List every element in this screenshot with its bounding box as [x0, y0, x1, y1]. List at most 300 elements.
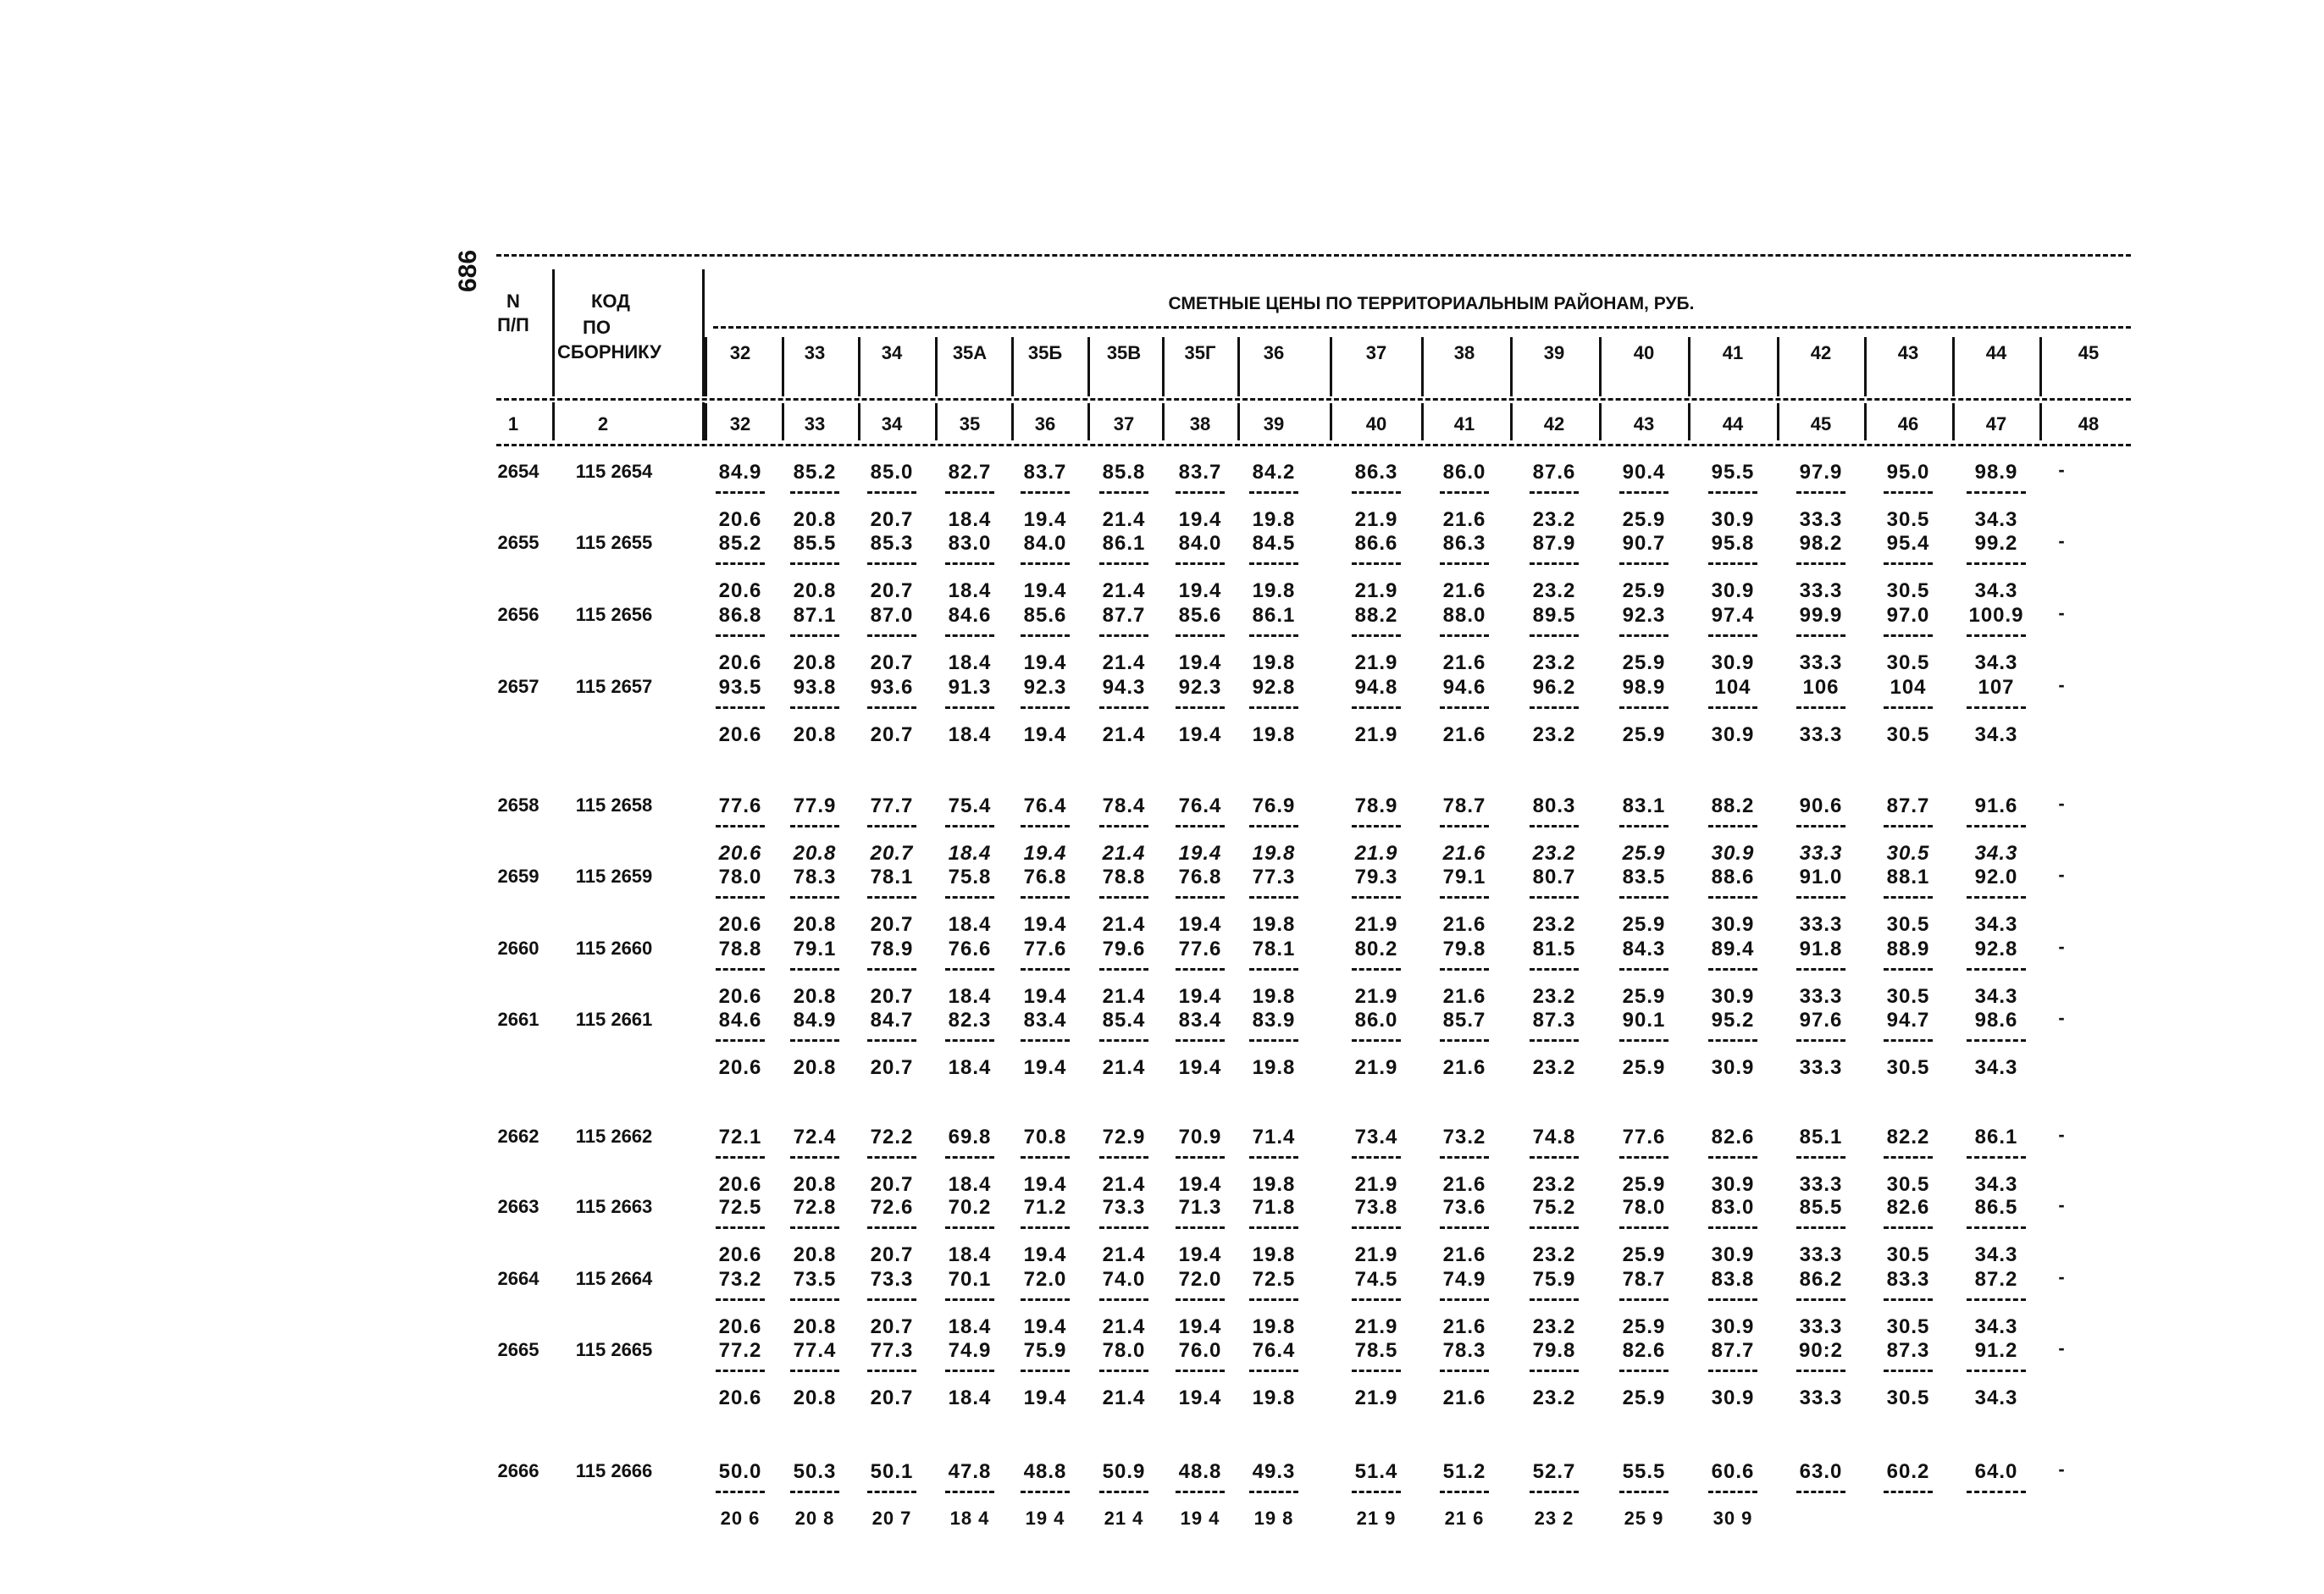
price-value: 77.6 [1178, 938, 1222, 960]
fraction-bar [1619, 896, 1668, 899]
price-value: 84.0 [1023, 532, 1067, 555]
wage-value: 20.8 [793, 1173, 837, 1196]
header-separator [1688, 403, 1690, 440]
price-value: 93.6 [870, 676, 914, 699]
wage-value: 33.3 [1799, 723, 1843, 746]
header-separator [1952, 403, 1955, 440]
price-value: 76.8 [1023, 866, 1067, 888]
fraction-bar [1352, 1298, 1401, 1301]
header-colnum: 39 [1263, 413, 1285, 434]
price-value: 80.7 [1532, 866, 1576, 888]
wage-value: 19.4 [1178, 508, 1222, 531]
fraction-bar [1249, 1156, 1298, 1159]
fraction-bar [1440, 1226, 1489, 1229]
price-value: 86.0 [1354, 1009, 1398, 1032]
row-number: 2661 [497, 1009, 540, 1030]
fraction-bar [1021, 706, 1070, 709]
price-value: 78.0 [1102, 1339, 1146, 1362]
price-value: 92.3 [1023, 676, 1067, 699]
fraction-bar [1530, 1156, 1579, 1159]
header-separator [552, 402, 555, 440]
fraction-bar [716, 1226, 765, 1229]
price-value: 94.7 [1886, 1009, 1930, 1032]
price-value: 72.1 [718, 1126, 762, 1148]
wage-value: 34.3 [1974, 842, 2018, 865]
wage-value: 30.9 [1711, 842, 1755, 865]
fraction-bar [790, 1156, 839, 1159]
header-separator [1237, 403, 1240, 440]
fraction-bar [1440, 634, 1489, 637]
fraction-bar [1352, 968, 1401, 971]
fraction-bar [790, 1226, 839, 1229]
header-colnum: 48 [2078, 413, 2100, 434]
price-value: 78.9 [870, 938, 914, 960]
price-value: 73.3 [1102, 1196, 1146, 1219]
price-value: 50.1 [870, 1460, 914, 1483]
price-value: 78.3 [1442, 1339, 1486, 1362]
wage-value: 20.8 [793, 1315, 837, 1338]
fraction-bar [790, 706, 839, 709]
price-value: 100.9 [1968, 604, 2024, 627]
empty-cell-dash: - [2058, 793, 2065, 814]
header-colnum: 1 [507, 413, 519, 434]
price-value: 87.0 [870, 604, 914, 627]
header-colnum: 47 [1985, 413, 2007, 434]
fraction-bar [1249, 1298, 1298, 1301]
fraction-bar [1440, 968, 1489, 971]
header-separator [2039, 337, 2042, 396]
price-value: 83.8 [1711, 1268, 1755, 1291]
wage-value: 21.9 [1354, 651, 1398, 674]
fraction-bar [1796, 825, 1845, 827]
price-value: 82.2 [1886, 1126, 1930, 1148]
wage-value: 18.4 [948, 508, 992, 531]
fraction-bar [1249, 706, 1298, 709]
wage-value: 20.6 [718, 651, 762, 674]
fraction-bar [1967, 491, 2026, 494]
wage-value: 20.8 [793, 508, 837, 531]
price-value: 85.6 [1178, 604, 1222, 627]
fraction-bar [1967, 968, 2026, 971]
fraction-bar [1619, 1491, 1668, 1493]
price-value: 48.8 [1178, 1460, 1222, 1483]
price-value: 77.6 [1023, 938, 1067, 960]
price-value: 76.4 [1178, 794, 1222, 817]
wage-value: 30.9 [1711, 913, 1755, 936]
empty-cell-dash: - [2058, 674, 2065, 695]
row-number: 2663 [497, 1196, 540, 1217]
fraction-bar [1352, 634, 1401, 637]
fraction-bar [1352, 825, 1401, 827]
row-code: 115 2654 [575, 461, 653, 482]
price-value: 98.9 [1974, 461, 2018, 484]
header-separator [1087, 337, 1090, 396]
wage-value: 19.8 [1252, 579, 1296, 602]
price-value: 90.1 [1622, 1009, 1666, 1032]
fraction-bar [1176, 706, 1225, 709]
wage-value: 19.4 [1023, 579, 1067, 602]
header-colnum: 44 [1722, 413, 1744, 434]
header-separator [1162, 403, 1165, 440]
wage-value: 30.5 [1886, 508, 1930, 531]
price-value: 73.5 [793, 1268, 837, 1291]
row-number: 2655 [497, 532, 540, 553]
wage-value: 21.9 [1354, 723, 1398, 746]
wage-value: 33.3 [1799, 651, 1843, 674]
fraction-bar [1708, 1039, 1757, 1042]
wage-value: 19.4 [1023, 985, 1067, 1008]
wage-value: 18.4 [948, 913, 992, 936]
wage-value: 23.2 [1532, 579, 1576, 602]
fraction-bar [1099, 634, 1148, 637]
price-value: 78.7 [1622, 1268, 1666, 1291]
price-value: 77.6 [718, 794, 762, 817]
price-value: 97.4 [1711, 604, 1755, 627]
fraction-bar [1249, 1226, 1298, 1229]
header-separator [1688, 337, 1690, 396]
fraction-bar [1530, 896, 1579, 899]
row-code: 115 2657 [575, 676, 653, 697]
price-value: 91.3 [948, 676, 992, 699]
price-value: 97.0 [1886, 604, 1930, 627]
fraction-bar [945, 968, 994, 971]
wage-value: 25 9 [1624, 1508, 1664, 1529]
price-value: 51.4 [1354, 1460, 1398, 1483]
price-value: 79.3 [1354, 866, 1398, 888]
price-value: 83.5 [1622, 866, 1666, 888]
wage-value: 30.9 [1711, 651, 1755, 674]
wage-value: 25.9 [1622, 985, 1666, 1008]
price-value: 70.1 [948, 1268, 992, 1291]
empty-cell-dash: - [2058, 936, 2065, 957]
fraction-bar [1176, 562, 1225, 565]
header-region: 41 [1722, 342, 1744, 363]
price-value: 86.6 [1354, 532, 1398, 555]
wage-value: 25.9 [1622, 913, 1666, 936]
row-number: 2656 [497, 604, 540, 625]
wage-value: 25.9 [1622, 508, 1666, 531]
price-value: 75.2 [1532, 1196, 1576, 1219]
price-value: 78.7 [1442, 794, 1486, 817]
wage-value: 18.4 [948, 1386, 992, 1409]
wage-value: 21.6 [1442, 508, 1486, 531]
header-colnum: 40 [1365, 413, 1387, 434]
price-value: 88.2 [1354, 604, 1398, 627]
wage-value: 23.2 [1532, 1243, 1576, 1266]
price-value: 64.0 [1974, 1460, 2018, 1483]
fraction-bar [1099, 1156, 1148, 1159]
price-value: 89.5 [1532, 604, 1576, 627]
fraction-bar [1176, 968, 1225, 971]
wage-value: 18.4 [948, 651, 992, 674]
price-value: 82.6 [1622, 1339, 1666, 1362]
fraction-bar [1352, 491, 1401, 494]
fraction-bar [1708, 896, 1757, 899]
wage-value: 23.2 [1532, 723, 1576, 746]
fraction-bar [1619, 491, 1668, 494]
wage-value: 20.7 [870, 1243, 914, 1266]
fraction-bar [945, 562, 994, 565]
wage-value: 18 4 [949, 1508, 990, 1529]
price-value: 78.0 [718, 866, 762, 888]
header-separator [858, 403, 860, 440]
wage-value: 34.3 [1974, 723, 2018, 746]
fraction-bar [1619, 562, 1668, 565]
fraction-bar [1021, 1491, 1070, 1493]
fraction-bar [1796, 706, 1845, 709]
fraction-bar [1967, 1039, 2026, 1042]
fraction-bar [1440, 1156, 1489, 1159]
fraction-bar [1619, 1156, 1668, 1159]
wage-value: 18.4 [948, 723, 992, 746]
price-value: 77.3 [870, 1339, 914, 1362]
price-value: 97.9 [1799, 461, 1843, 484]
wage-value: 18.4 [948, 1243, 992, 1266]
fraction-bar [867, 1039, 916, 1042]
fraction-bar [1440, 1298, 1489, 1301]
price-value: 92.0 [1974, 866, 2018, 888]
price-value: 85.7 [1442, 1009, 1486, 1032]
row-code: 115 2655 [575, 532, 653, 553]
price-value: 87.1 [793, 604, 837, 627]
fraction-bar [1099, 1226, 1148, 1229]
fraction-bar [1884, 1370, 1933, 1372]
wage-value: 19.4 [1178, 1173, 1222, 1196]
price-value: 90.4 [1622, 461, 1666, 484]
fraction-bar [716, 825, 765, 827]
price-value: 86.3 [1354, 461, 1398, 484]
wage-value: 23.2 [1532, 842, 1576, 865]
fraction-bar [1884, 968, 1933, 971]
wage-value: 21 9 [1356, 1508, 1397, 1529]
wage-value: 23.2 [1532, 508, 1576, 531]
fraction-bar [716, 1370, 765, 1372]
price-value: 80.2 [1354, 938, 1398, 960]
header-colnum: 32 [729, 413, 751, 434]
fraction-bar [1884, 562, 1933, 565]
row-code: 115 2659 [575, 866, 653, 887]
header-separator [1599, 403, 1602, 440]
header-separator [782, 403, 784, 440]
wage-value: 20.6 [718, 723, 762, 746]
price-value: 71.2 [1023, 1196, 1067, 1219]
wage-value: 30.5 [1886, 913, 1930, 936]
header-colnum: 2 [597, 413, 609, 434]
price-value: 104 [1714, 676, 1751, 699]
fraction-bar [1099, 491, 1148, 494]
fraction-bar [1796, 562, 1845, 565]
fraction-bar [1967, 1491, 2026, 1493]
fraction-bar [1440, 825, 1489, 827]
price-value: 76.6 [948, 938, 992, 960]
wage-value: 20.7 [870, 985, 914, 1008]
price-value: 85.1 [1799, 1126, 1843, 1148]
header-region: 35Б [1027, 342, 1063, 363]
price-value: 77.6 [1622, 1126, 1666, 1148]
wage-value: 30.5 [1886, 1386, 1930, 1409]
price-value: 91.2 [1974, 1339, 2018, 1362]
wage-value: 21.4 [1102, 1243, 1146, 1266]
wage-value: 20.7 [870, 1056, 914, 1079]
wage-value: 21.9 [1354, 1173, 1398, 1196]
fraction-bar [945, 896, 994, 899]
wage-value: 34.3 [1974, 913, 2018, 936]
fraction-bar [790, 825, 839, 827]
wage-value: 30.5 [1886, 651, 1930, 674]
empty-cell-dash: - [2058, 864, 2065, 885]
price-value: 86.3 [1442, 532, 1486, 555]
wage-value: 34.3 [1974, 1173, 2018, 1196]
wage-value: 21.9 [1354, 985, 1398, 1008]
fraction-bar [1708, 491, 1757, 494]
wage-value: 21.9 [1354, 1386, 1398, 1409]
fraction-bar [1796, 634, 1845, 637]
header-separator [1330, 403, 1332, 440]
fraction-bar [1099, 562, 1148, 565]
wage-value: 19 4 [1025, 1508, 1065, 1529]
price-value: 72.4 [793, 1126, 837, 1148]
fraction-bar [1099, 1298, 1148, 1301]
fraction-bar [945, 491, 994, 494]
wage-value: 25.9 [1622, 842, 1666, 865]
price-value: 71.4 [1252, 1126, 1296, 1148]
wage-value: 20.6 [718, 985, 762, 1008]
price-value: 85.5 [793, 532, 837, 555]
header-region-rule [713, 326, 2131, 329]
wage-value: 20.6 [718, 579, 762, 602]
wage-value: 33.3 [1799, 508, 1843, 531]
fraction-bar [1249, 491, 1298, 494]
price-value: 73.6 [1442, 1196, 1486, 1219]
wage-value: 30 9 [1713, 1508, 1753, 1529]
row-number: 2657 [497, 676, 540, 697]
empty-cell-dash: - [2058, 1124, 2065, 1145]
header-separator [1421, 403, 1424, 440]
wage-value: 33.3 [1799, 842, 1843, 865]
fraction-bar [945, 1156, 994, 1159]
header-colnum: 42 [1543, 413, 1565, 434]
fraction-bar [1352, 562, 1401, 565]
fraction-bar [1708, 706, 1757, 709]
fraction-bar [1021, 562, 1070, 565]
price-value: 74.9 [1442, 1268, 1486, 1291]
wage-value: 19.4 [1023, 1056, 1067, 1079]
wage-value: 25.9 [1622, 579, 1666, 602]
wage-value: 18.4 [948, 1315, 992, 1338]
fraction-bar [1884, 634, 1933, 637]
fraction-bar [1619, 1298, 1668, 1301]
wage-value: 21.6 [1442, 913, 1486, 936]
fraction-bar [790, 562, 839, 565]
fraction-bar [1967, 1370, 2026, 1372]
header-separator [935, 403, 938, 440]
wage-value: 23.2 [1532, 1315, 1576, 1338]
wage-value: 33.3 [1799, 1386, 1843, 1409]
price-value: 78.1 [1252, 938, 1296, 960]
wage-value: 21.4 [1102, 651, 1146, 674]
price-value: 77.2 [718, 1339, 762, 1362]
fraction-bar [1099, 1039, 1148, 1042]
wage-value: 30.5 [1886, 579, 1930, 602]
wage-value: 20 8 [794, 1508, 835, 1529]
header-region: 40 [1633, 342, 1655, 363]
header-separator [705, 337, 707, 396]
wage-value: 19.4 [1178, 985, 1222, 1008]
price-value: 98.2 [1799, 532, 1843, 555]
fraction-bar [1440, 491, 1489, 494]
fraction-bar [1884, 491, 1933, 494]
header-colnum: 41 [1453, 413, 1475, 434]
fraction-bar [1884, 1491, 1933, 1493]
wage-value: 34.3 [1974, 579, 2018, 602]
wage-value: 21.6 [1442, 579, 1486, 602]
wage-value: 21.6 [1442, 723, 1486, 746]
price-value: 72.0 [1023, 1268, 1067, 1291]
wage-value: 34.3 [1974, 651, 2018, 674]
price-value: 84.0 [1178, 532, 1222, 555]
wage-value: 19.4 [1023, 1243, 1067, 1266]
price-value: 90:2 [1798, 1339, 1844, 1362]
wage-value: 21.9 [1354, 1315, 1398, 1338]
wage-value: 21.9 [1354, 508, 1398, 531]
header-separator [1330, 337, 1332, 396]
fraction-bar [1176, 1039, 1225, 1042]
fraction-bar [1352, 1226, 1401, 1229]
price-value: 79.1 [1442, 866, 1486, 888]
fraction-bar [716, 1156, 765, 1159]
wage-value: 19.8 [1252, 1243, 1296, 1266]
wage-value: 20.8 [793, 985, 837, 1008]
header-separator [1864, 403, 1867, 440]
price-value: 88.0 [1442, 604, 1486, 627]
fraction-bar [945, 825, 994, 827]
wage-value: 19.4 [1023, 1386, 1067, 1409]
price-value: 98.6 [1974, 1009, 2018, 1032]
wage-value: 19.4 [1023, 508, 1067, 531]
wage-value: 21.6 [1442, 842, 1486, 865]
price-value: 72.2 [870, 1126, 914, 1148]
wage-value: 20.6 [718, 1056, 762, 1079]
wage-value: 20.6 [718, 508, 762, 531]
empty-cell-dash: - [2058, 602, 2065, 623]
header-separator [1011, 403, 1014, 440]
price-value: 76.9 [1252, 794, 1296, 817]
wage-value: 19.8 [1252, 1315, 1296, 1338]
fraction-bar [1708, 1370, 1757, 1372]
fraction-bar [1021, 634, 1070, 637]
fraction-bar [790, 491, 839, 494]
fraction-bar [1708, 1226, 1757, 1229]
price-value: 69.8 [948, 1126, 992, 1148]
wage-value: 30.9 [1711, 1056, 1755, 1079]
wage-value: 19.4 [1178, 1056, 1222, 1079]
row-code: 115 2662 [575, 1126, 653, 1147]
price-value: 85.6 [1023, 604, 1067, 627]
price-value: 72.9 [1102, 1126, 1146, 1148]
price-value: 107 [1978, 676, 2015, 699]
header-colnum: 33 [804, 413, 826, 434]
wage-value: 19.8 [1252, 985, 1296, 1008]
fraction-bar [945, 1226, 994, 1229]
empty-cell-dash: - [2058, 1194, 2065, 1215]
wage-value: 19.4 [1178, 1386, 1222, 1409]
row-number: 2660 [497, 938, 540, 959]
fraction-bar [716, 1491, 765, 1493]
fraction-bar [1352, 1039, 1401, 1042]
fraction-bar [945, 1039, 994, 1042]
fraction-bar [945, 1491, 994, 1493]
fraction-bar [1249, 1370, 1298, 1372]
